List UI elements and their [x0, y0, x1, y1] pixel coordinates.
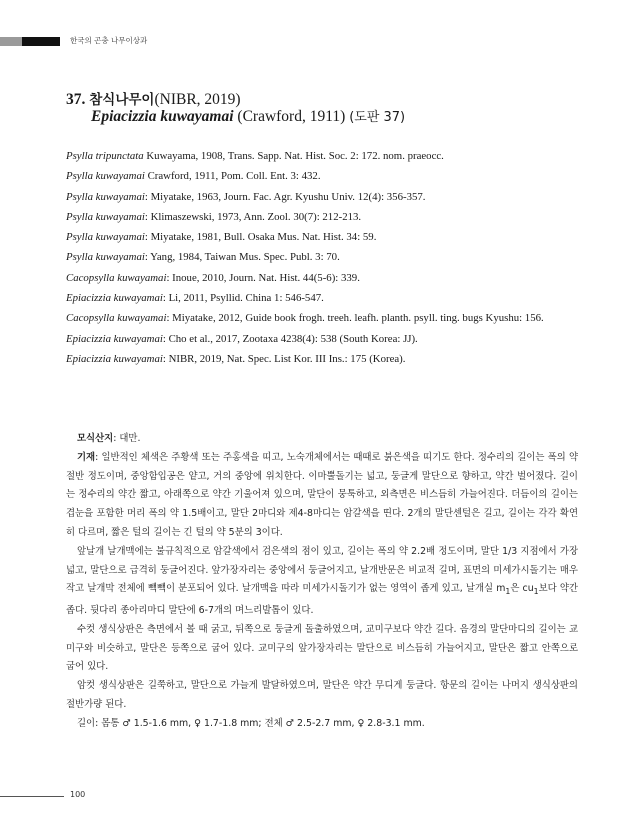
reference-item: Epiacizzia kuwayamai: Li, 2011, Psyllid. China 1: 546-547.	[66, 292, 324, 305]
korean-name-author: (NIBR, 2019)	[154, 91, 241, 108]
scientific-author: (Crawford, 1911)	[233, 108, 350, 125]
scientific-title	[91, 106, 405, 126]
scientific-name: Epiacizzia kuwayamai	[91, 108, 234, 125]
reference-item: Psylla tripunctata Kuwayama, 1908, Trans. Sapp. Nat. Hist. Soc. 2: 172. nom. praeocc.	[66, 150, 444, 162]
redescription-label: 기재	[77, 451, 96, 463]
reference-item: Psylla kuwayamai: Miyatake, 1963, Journ. Fac. Agr. Kyushu Univ. 12(4): 356-357.	[66, 190, 426, 203]
reference-item: Psylla kuwayamai: Klimaszewski, 1973, Ann. Zool. 30(7): 212-213.	[66, 210, 362, 223]
reference-item: Cacopsylla kuwayamai: Inoue, 2010, Journ. Nat. Hist. 44(5-6): 339.	[66, 271, 360, 284]
plate-reference: (도판 37)	[349, 110, 406, 125]
body-length-paragraph: 길이: 몸통 ♂ 1.5-1.6 mm, ♀ 1.7-1.8 mm; 전체 ♂ 2.5-2.7 mm, ♀ 2.8-3.1 mm.	[77, 717, 425, 729]
reference-item: Psylla kuwayamai: Yang, 1984, Taiwan Mus. Spec. Publ. 3: 70.	[66, 251, 340, 264]
female-terminalia-paragraph: 암컷 생식상판은 길쭉하고, 말단으로 가늘게 발달하였으며, 말단은 약간 무디게 둥글다. 항문의 길이는 나머지 생식상판의 절반가량 된다.	[66, 680, 578, 711]
type-locality-paragraph: 모식산지: 대만.	[77, 433, 141, 444]
species-number: 37.	[66, 91, 86, 108]
page-number: 100	[70, 790, 86, 799]
type-locality-label: 모식산지	[77, 433, 114, 444]
reference-item: Cacopsylla kuwayamai: Miyatake, 2012, Guide book frogh. treeh. leafh. planth. psyll. ting. bugs Kyushu: 156.	[66, 312, 544, 325]
male-terminalia-paragraph: 수컷 생식상판은 측면에서 볼 때 굵고, 뒤쪽으로 둥글게 돌출하였으며, 교미구보다 약간 길다. 음경의 말단마디의 길이는 교미구와 비슷하고, 말단은 등쪽으로 굽어 있다. 교미구의 앞가장자리는 말단으로 비스듬히 가늘어지고, 말단은 짧고 안쪽으로 굽어 있다.	[66, 623, 578, 673]
header-black-bar	[22, 37, 60, 46]
header-gray-bar	[0, 37, 22, 46]
running-header: 한국의 곤충 나무이상과	[70, 36, 148, 45]
korean-name: 참식나무이	[89, 92, 155, 108]
description-body	[66, 430, 578, 734]
redescription-paragraph: 기재: 일반적인 체색은 주황색 또는 주홍색을 띠고, 노숙개체에서는 때때로 붉은색을 띠기도 한다. 정수리의 길이는 폭의 약 절반 정도이며, 중앙함입공은 얕고, 거의 중앙에 위치한다. 이마뿔돌기는 넓고, 둥글게 말단으로 향하고, 약간 벌어졌다. 길이는 정수리의 약간 짧고, 아래쪽으로 약간 기울어져 있으며, 말단이 뭉툭하고, 외측면은 비스듬히 가늘어진다. 더듬이의 길이는 겹눈을 포함한 머리 폭의 약 1.5배이고, 말단 2마디와 제4-8마디는 암갈색을 띤다. 2개의 말단센털은 길고, 길이는 각각 확연히 다르며, 짧은 털의 길이는 긴 털의 약 5분의 3이다.	[66, 451, 578, 538]
forewing-paragraph: 앞날개 날개맥에는 불규칙적으로 암갈색에서 검은색의 점이 있고, 길이는 폭의 약 2.2배 정도이며, 말단 1/3 지점에서 가장 넓고, 말단으로 급격히 둥글어진다. 앞가장자리는 중앙에서 둥글어지고, 날개반문은 비교적 길며, 표면의 미세가시돌기는 매우 작고 날개막 전체에 빽빽이 분포되어 있다. 날개맥을 따라 미세가시돌기가 없는 영역이 좁게 있고, 날개실 $m_1$은 $cu_1$보다 약간 좁다. 뒷다리 종아리마디 말단에 6-7개의 며느리발톱이 있다.	[66, 545, 578, 617]
synonymy-list	[66, 146, 578, 369]
reference-item: Psylla kuwayamai: Miyatake, 1981, Bull. Osaka Mus. Nat. Hist. 34: 59.	[66, 231, 377, 244]
reference-item: Epiacizzia kuwayamai: NIBR, 2019, Nat. Spec. List Kor. III Ins.: 175 (Korea).	[66, 352, 406, 365]
reference-item: Epiacizzia kuwayamai: Cho et al., 2017, Zootaxa 4238(4): 538 (South Korea: JJ).	[66, 332, 418, 345]
footer-rule	[0, 796, 64, 797]
reference-item: Psylla kuwayamai Crawford, 1911, Pom. Coll. Ent. 3: 432.	[66, 170, 321, 183]
